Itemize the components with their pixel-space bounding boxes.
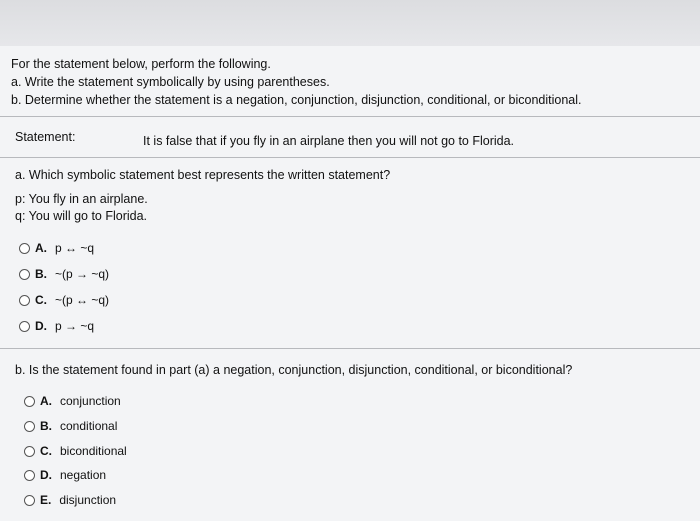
option-letter: C. [40,444,52,458]
part-a-option-c[interactable] [19,292,109,308]
part-b-option-e[interactable] [24,492,116,508]
part-a-option-a[interactable] [19,240,94,256]
option-label: conjunction [60,394,121,408]
radio-button[interactable] [19,243,30,254]
option-label: negation [60,468,107,482]
option-label: conditional [60,419,118,433]
option-letter: C. [35,293,47,307]
part-a-option-b[interactable] [19,266,109,282]
radio-button[interactable] [19,269,30,280]
p-definition: p: You fly in an airplane. [15,192,148,206]
radio-button[interactable] [19,321,30,332]
option-letter: E. [40,493,52,507]
option-letter: A. [40,394,52,408]
option-label: disjunction [59,493,117,507]
q-definition: q: You will go to Florida. [15,209,148,223]
part-b-option-b[interactable] [24,418,117,434]
option-formula: p → ~q [55,319,95,333]
part-b-option-d[interactable] [24,467,106,483]
part-b-option-a[interactable] [24,393,121,409]
divider [0,348,700,349]
option-formula: ~(p ↔ ~q) [55,293,110,307]
divider [0,116,700,117]
instruction-line-1: For the statement below, perform the following. [11,57,271,71]
option-formula: p ↔ ~q [55,241,95,255]
option-letter: D. [35,319,47,333]
option-letter: A. [35,241,47,255]
part-a-option-d[interactable] [19,318,94,334]
statement-text: It is false that if you fly in an airplane then you will not go to Florida. [143,134,515,148]
radio-button[interactable] [19,295,30,306]
radio-button[interactable] [24,495,35,506]
divider [0,157,700,158]
option-letter: B. [40,419,52,433]
statement-label: Statement: [15,130,76,144]
part-a-question: a. Which symbolic statement best represents the written statement? [15,168,391,182]
option-label: biconditional [60,444,127,458]
option-formula: ~(p → ~q) [55,267,110,281]
part-b-option-c[interactable] [24,443,127,459]
top-strip [0,0,700,46]
option-letter: D. [40,468,52,482]
option-letter: B. [35,267,47,281]
radio-button[interactable] [24,446,35,457]
instruction-line-2: a. Write the statement symbolically by using parentheses. [11,75,330,89]
part-b-question: b. Is the statement found in part (a) a negation, conjunction, disjunction, conditional, or biconditional? [15,363,573,377]
instruction-line-3: b. Determine whether the statement is a negation, conjunction, disjunction, conditional, or biconditional. [11,93,582,107]
radio-button[interactable] [24,421,35,432]
radio-button[interactable] [24,396,35,407]
radio-button[interactable] [24,470,35,481]
